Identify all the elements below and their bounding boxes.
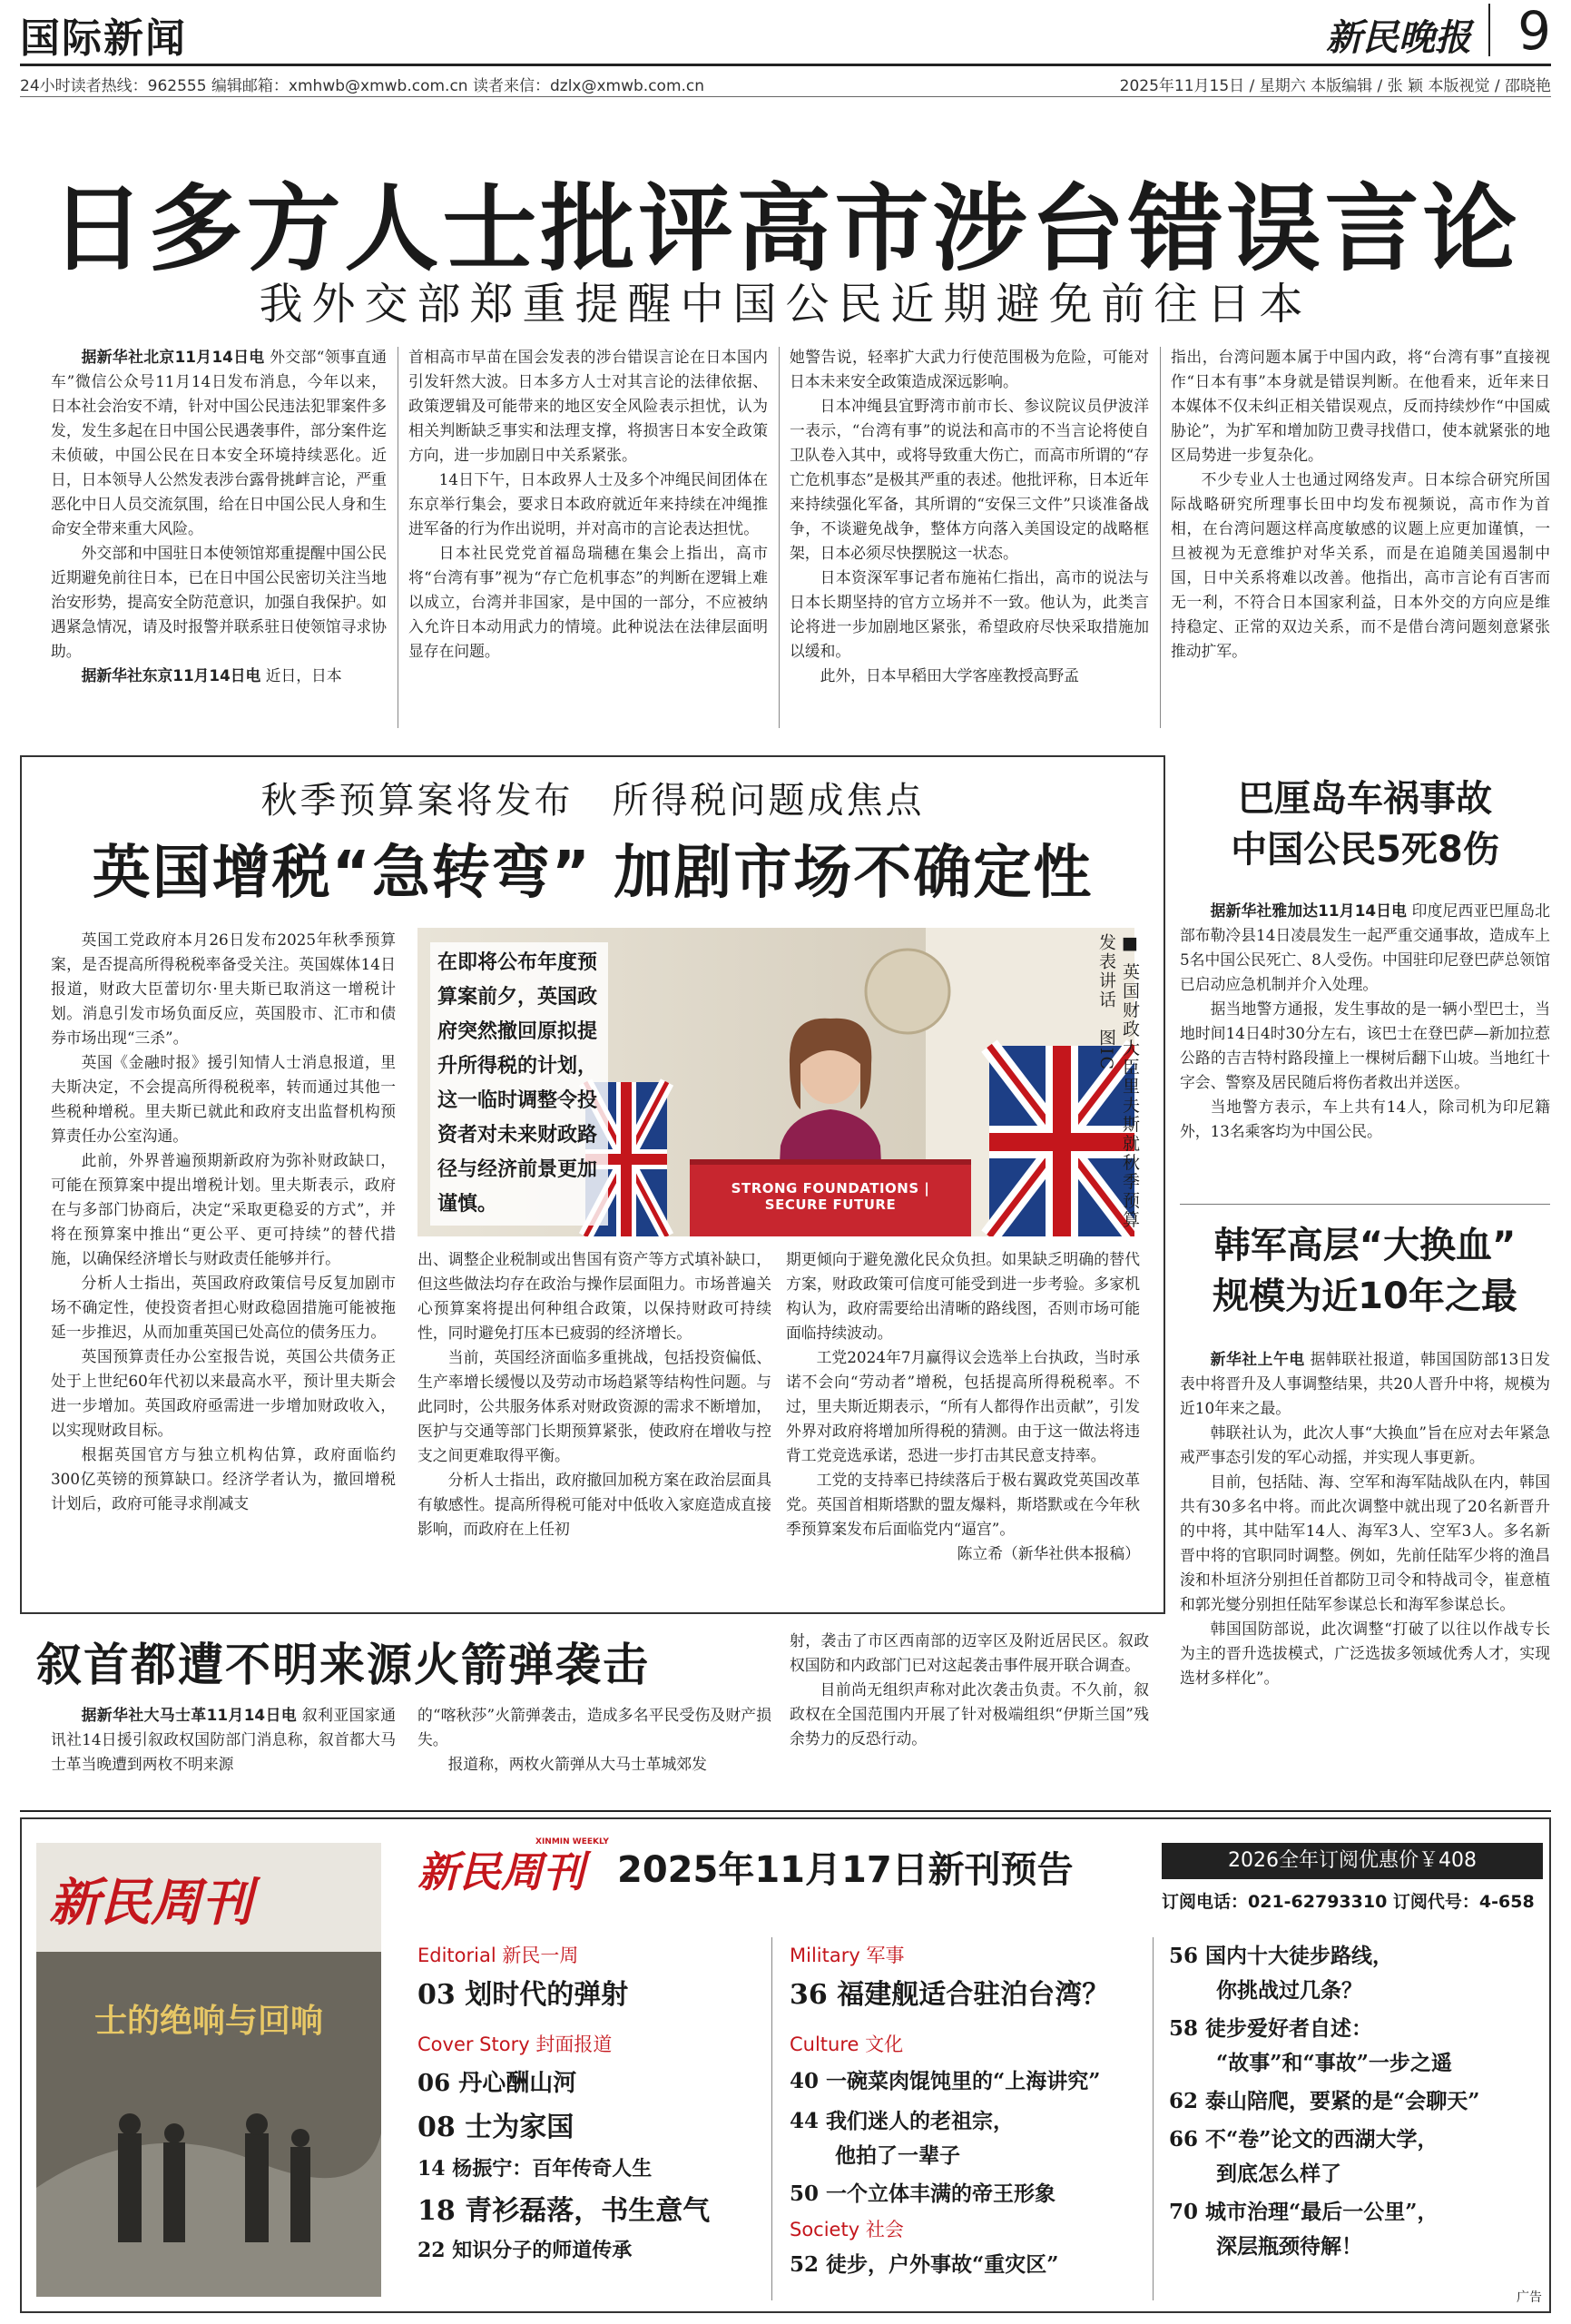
paragraph: 目前，包括陆、海、空军和海军陆战队在内，韩国共有30多名中将。而此次调整中就出现了20名新晋升的中将，其中陆军14人、海军3人、空军3人。多名新晋中将的官职同时调整。例如，先前任陆军少将的渔昌浚和朴垣济分别担任首都防卫司令和特战司令，崔意植和郭光燮分别担任陆军参谋总长和海军参谋总长。 bbox=[1180, 1472, 1550, 1613]
paragraph: 此前，外界普遍预期新政府为弥补财政缺口，可能在预算案中提出增税计划。里夫斯表示，政府在与多部门协商后，决定“采取更稳妥的方式”，并将在预算案中推出“更公平、更可持续”的替代措施，以确保经济增长与财政责任能够并行。 bbox=[51, 1151, 396, 1267]
paragraph: 外交部“领事直通车”微信公众号11月14日发布消息，今年以来，日本社会治安不靖，针对中国公民违法犯罪案件多发，发生多起在日中国公民遇袭事件，部分案件迄未侦破，中国公民在日本安全环境持续恶化。近日，日本领导人公然发表涉台露骨挑衅言论，严重恶化中日人员交流氛围，给在日中国公民人身和生命安全带来重大风险。 bbox=[51, 348, 387, 537]
page-number: 9 bbox=[1517, 0, 1551, 62]
ad-item-continued: 到底怎么样了 bbox=[1216, 2162, 1341, 2186]
paragraph: 首相高市早苗在国会发表的涉台错误言论在日本国内引发轩然大波。日本多方人士对其言论的法律依据、政策逻辑及可能带来的地区安全风险表示担忧，认为相关判断缺乏事实和法理支撑，将损害日本安全政策方向，进一步加剧日中关系紧张。 bbox=[408, 348, 768, 464]
section-rule bbox=[1180, 1204, 1550, 1205]
ad-item: 58 徒步爱好者自述： bbox=[1169, 2016, 1373, 2041]
syria-column-1 bbox=[51, 1703, 396, 1801]
paragraph: 外交部和中国驻日本使领馆郑重提醒中国公民近期避免前往日本，已在日中国公民密切关注当地治安形势，提高安全防范意识，加强自我保护。如遇紧急情况，请及时报警并联系驻日使领馆寻求协助。 bbox=[51, 544, 387, 660]
magazine-cover bbox=[36, 1843, 381, 2297]
paragraph: 日本资深军事记者布施祐仁指出，高市的说法与日本长期坚持的官方立场并不一致。他认为，此类言论将进一步加剧地区紧张，希望政府尽快采取措施加以缓和。 bbox=[790, 568, 1149, 660]
ad-column-rule bbox=[1153, 1937, 1154, 2300]
ad-item: 50 一个立体丰满的帝王形象 bbox=[790, 2181, 1056, 2206]
korea-headline-line1: 韩军高层“大换血” bbox=[1213, 1225, 1517, 1266]
uk-column-2 bbox=[417, 1247, 771, 1601]
ad-item: 14 杨振宁：百年传奇人生 bbox=[417, 2157, 653, 2181]
ad-section-society: Society 社会 bbox=[790, 2219, 904, 2240]
ad-item-continued: 你挑战过几条？ bbox=[1216, 1978, 1362, 2003]
korea-article bbox=[1180, 1347, 1550, 1801]
ad-item: 36 福建舰适合驻泊台湾？ bbox=[790, 1979, 1110, 2011]
paragraph: 日本冲绳县宜野湾市前市长、参议院议员伊波洋一表示，“台湾有事”的说法和高市的不当言论将使自卫队卷入其中，或将导致重大伤亡，而高市所谓的“存亡危机事态”是极其严重的表述。他批评称，日本近年来持续强化军备，其所谓的“安保三文件”只谈准备战争，不谈避免战争，整体方向落入美国设定的战略框架，日本必须尽快摆脱这一状态。 bbox=[790, 397, 1149, 562]
ad-section-cover: Cover Story 封面报道 bbox=[417, 2034, 613, 2055]
header-rule-2 bbox=[20, 96, 1551, 97]
ad-item: 03 划时代的弹射 bbox=[417, 1979, 629, 2011]
ad-item: 40 一碗菜肉馄饨里的“上海讲究” bbox=[790, 2069, 1101, 2093]
lead-column-2 bbox=[408, 345, 768, 735]
uk-headline: 英国增税“急转弯” 加剧市场不确定性 bbox=[92, 840, 1094, 907]
paragraph: 当前，英国经济面临多重挑战，包括投资偏低、生产率增长缓慢以及劳动市场趋紧等结构性问题。与此同时，公共服务体系对财政资源的需求不断增加，医护与交通等部门长期预算紧张，使政府在增收与控支之间更难取得平衡。 bbox=[417, 1348, 771, 1464]
lead-subheadline: 我外交部郑重提醒中国公民近期避免前往日本 bbox=[259, 279, 1312, 330]
ad-item: 70 城市治理“最后一公里”， bbox=[1169, 2200, 1438, 2224]
lead-column-4 bbox=[1171, 345, 1550, 735]
ad-logo-en: XINMIN WEEKLY bbox=[535, 1837, 609, 1846]
syria-column-3 bbox=[790, 1629, 1149, 1801]
korea-headline bbox=[1180, 1220, 1550, 1322]
paragraph: 韩联社认为，此次人事“大换血”旨在应对去年紧急戒严事态引发的军心动摇，并实现人事更新。 bbox=[1180, 1423, 1550, 1466]
paragraph: 目前尚无组织声称对此次袭击负责。不久前，叙政权在全国范围内开展了针对极端组织“伊斯兰国”残余势力的反恐行动。 bbox=[790, 1680, 1149, 1748]
reader-hotline: 24小时读者热线：962555 编辑邮箱：xmhwb@xmwb.com.cn 读者来信：dzlx@xmwb.com.cn bbox=[20, 77, 705, 95]
photo-caption: 在即将公布年度预算案前夕，英国政府突然撤回原拟提升所得税的计划，这一临时调整令投资者对未来财政路径与经济前景更加谨慎。 bbox=[430, 942, 608, 1226]
dateline: 据新华社雅加达11月14日电 bbox=[1210, 901, 1408, 920]
bali-headline bbox=[1180, 773, 1550, 875]
paragraph: 叙利亚国家通讯社14日援引叙政权国防部门消息称，叙首都大马士革当晚遭到两枚不明来源 bbox=[51, 1706, 396, 1773]
paragraph: 韩国国防部说，此次调整“打破了以往以作战专长为主的晋升选拔模式，广泛选拔多领域优秀人才，实现选材多样化”。 bbox=[1180, 1620, 1550, 1687]
subscribe-badge: 2026全年订阅优惠价￥408 bbox=[1162, 1843, 1543, 1879]
cover-logo: 新民周刊 bbox=[49, 1873, 252, 1933]
ad-item: 06 丹心酬山河 bbox=[417, 2070, 577, 2097]
paragraph: 此外，日本早稻田大学客座教授高野孟 bbox=[820, 666, 1079, 684]
paragraph: 指出，台湾问题本属于中国内政，将“台湾有事”直接视作“日本有事”本身就是错误判断。在他看来，近年来日本媒体不仅未纠正相关错误观点，反而持续炒作“中国威胁论”，为扩军和增加防卫费寻找借口，使本就紧张的地区局势进一步复杂化。 bbox=[1171, 348, 1550, 464]
ad-item: 66 不“卷”论文的西湖大学， bbox=[1169, 2127, 1438, 2152]
ad-section-military: Military 军事 bbox=[790, 1945, 905, 1966]
ad-item-continued: 他拍了一辈子 bbox=[835, 2143, 960, 2168]
paragraph: 当地警方表示，车上共有14人，除司机为印尼籍外，13名乘客均为中国公民。 bbox=[1180, 1098, 1550, 1140]
ad-rule bbox=[20, 1810, 1551, 1812]
paragraph: 她警告说，轻率扩大武力行使范围极为危险，可能对日本未来安全政策造成深远影响。 bbox=[790, 348, 1149, 390]
ad-logo: 新民周刊 bbox=[417, 1847, 584, 1896]
paragraph: 出、调整企业税制或出售国有资产等方式填补缺口，但这些做法均存在政治与操作层面阻力。市场普遍关心预算案将提出何种组合政策，以保持财政可持续性，同时避免打压本已疲弱的经济增长。 bbox=[417, 1250, 771, 1342]
uk-kicker: 秋季预算案将发布 所得税问题成焦点 bbox=[260, 780, 925, 822]
paragraph: 不少专业人士也通过网络发声。日本综合研究所国际战略研究所理事长田中均发布视频说，高市作为首相，在台湾问题这样高度敏感的议题上应更加谨慎，一旦被视为无意维护对华关系，而是在追随美国遏制中国，日中关系将难以改善。他指出，高市言论有百害而无一利，不符合日本国家利益，日本外交的方向应是维持稳定、正常的双边关系，而不是借台湾问题刻意紧张推动扩军。 bbox=[1171, 470, 1550, 660]
ad-item: 08 士为家国 bbox=[417, 2112, 574, 2143]
lead-headline: 日多方人士批评高市涉台错误言论 bbox=[50, 173, 1521, 284]
dateline: 新华社上午电 bbox=[1210, 1350, 1305, 1368]
paragraph: 印度尼西亚巴厘岛北部布勒冷县14日凌晨发生一起严重交通事故，造成车上5名中国公民死亡、8人受伤。中国驻印尼登巴萨总领馆已启动应急机制并介入处理。 bbox=[1180, 901, 1550, 993]
paragraph: 英国《金融时报》援引知情人士消息报道，里夫斯决定，不会提高所得税税率，转而通过其他一些税种增税。里夫斯已就此和政府支出监督机构预算责任办公室沟通。 bbox=[51, 1053, 396, 1145]
paragraph: 工党的支持率已持续落后于极右翼政党英国改革党。英国首相斯塔默的盟友爆料，斯塔默或在今年秋季预算案发布后面临党内“逼宫”。 bbox=[786, 1471, 1140, 1538]
byline: 陈立希（新华社供本报稿） bbox=[957, 1544, 1140, 1562]
photo-credit: ■ 英国财政大臣里夫斯就秋季预算发表讲话 图IC bbox=[1096, 933, 1140, 1230]
column-rule bbox=[1160, 347, 1161, 728]
uk-photo bbox=[417, 928, 1134, 1236]
lead-column-1 bbox=[51, 345, 387, 735]
ad-label: 广告 bbox=[1517, 2290, 1542, 2305]
ad-item: 62 泰山陪爬，要紧的是“会聊天” bbox=[1169, 2089, 1480, 2113]
ad-item: 56 国内十大徒步路线， bbox=[1169, 1944, 1394, 1968]
paragraph: 日本社民党党首福岛瑞穗在集会上指出，高市将“台湾有事”视为“存亡危机事态”的判断在逻辑上难以成立，台湾并非国家，是中国的一部分，不应被纳入允许日本动用武力的情境。此种说法在法律层面明显存在问题。 bbox=[408, 544, 768, 660]
dateline: 据新华社东京11月14日电 bbox=[81, 666, 261, 684]
paragraph: 分析人士指出，英国政府政策信号反复加剧市场不确定性，使投资者担心财政稳固措施可能被拖延一步推迟，从而加重英国已处高位的债务压力。 bbox=[51, 1274, 396, 1341]
paragraph: 据当地警方通报，发生事故的是一辆小型巴士，当地时间14日4时30分左右，该巴士在登巴萨—新加拉惹公路的吉吉特村路段撞上一棵树后翻下山坡。当地红十字会、警察及居民随后将伤者救出并送医。 bbox=[1180, 1000, 1550, 1091]
syria-headline: 叙首都遭不明来源火箭弹袭击 bbox=[36, 1639, 650, 1691]
paragraph: 根据英国官方与独立机构估算，政府面临约300亿英镑的预算缺口。经济学者认为，撤回增税计划后，政府可能寻求削减支 bbox=[51, 1445, 396, 1512]
lead-column-3 bbox=[790, 345, 1149, 735]
newspaper-logo: 新民晚报 bbox=[1326, 16, 1471, 59]
date-editors: 2025年11月15日 / 星期六 本版编辑 / 张 颖 本版视觉 / 邵晓艳 bbox=[1119, 77, 1551, 95]
dateline: 据新华社大马士革11月14日电 bbox=[81, 1706, 298, 1724]
ad-section-culture: Culture 文化 bbox=[790, 2034, 904, 2055]
paragraph: 射，袭击了市区西南部的迈宰区及附近居民区。叙政权国防和内政部门已对这起袭击事件展开联合调查。 bbox=[790, 1631, 1149, 1674]
header-rule bbox=[20, 64, 1551, 66]
bali-headline-line1: 巴厘岛车祸事故 bbox=[1238, 778, 1492, 820]
section-title: 国际新闻 bbox=[20, 15, 187, 62]
syria-column-2 bbox=[417, 1703, 771, 1801]
paragraph: 分析人士指出，政府撤回加税方案在政治层面具有敏感性。提高所得税可能对中低收入家庭造成直接影响，而政府在上任初 bbox=[417, 1471, 771, 1538]
ad-item: 18 青衫磊落，书生意气 bbox=[417, 2195, 711, 2227]
paragraph: 期更倾向于避免激化民众负担。如果缺乏明确的替代方案，财政政策可信度可能受到进一步考验。多家机构认为，政府需要给出清晰的路线图，否则市场可能面临持续波动。 bbox=[786, 1250, 1140, 1342]
column-rule bbox=[779, 347, 780, 728]
paragraph: 英国预算责任办公室报告说，英国公共债务正处于上世纪60年代初以来最高水平，预计里夫斯会进一步增加。英国政府亟需进一步增加财政收入，以实现财政目标。 bbox=[51, 1347, 396, 1439]
paragraph: 报道称，两枚火箭弹从大马士革城郊发 bbox=[447, 1755, 707, 1773]
cover-title: 士的绝响与回响 bbox=[93, 2002, 323, 2040]
header-divider bbox=[1488, 4, 1490, 56]
ad-column-rule bbox=[771, 1937, 772, 2300]
ad-item: 52 徒步，户外事故“重灾区” bbox=[790, 2252, 1059, 2277]
ad-section-editorial: Editorial 新民一周 bbox=[417, 1945, 579, 1966]
paragraph: 近日，日本 bbox=[265, 666, 342, 684]
korea-headline-line2: 规模为近10年之最 bbox=[1213, 1275, 1517, 1317]
uk-column-3 bbox=[786, 1247, 1140, 1601]
ad-item: 44 我们迷人的老祖宗， bbox=[790, 2109, 1015, 2133]
subscribe-info: 订阅电话：021-62793310 订阅代号：4-658 bbox=[1162, 1892, 1535, 1912]
ad-item: 22 知识分子的师道传承 bbox=[417, 2239, 633, 2262]
bali-headline-line2: 中国公民5死8伤 bbox=[1231, 829, 1499, 871]
paragraph: 据韩联社报道，韩国国防部13日发表中将晋升及人事调整结果，共20人晋升中将，规模为近10年来之最。 bbox=[1180, 1350, 1550, 1417]
ad-item-continued: “故事”和“事故”一步之遥 bbox=[1216, 2051, 1452, 2075]
ad-item-continued: 深层瓶颈待解！ bbox=[1216, 2234, 1362, 2259]
paragraph: 英国工党政府本月26日发布2025年秋季预算案，是否提高所得税税率备受关注。英国媒体14日报道，财政大臣蕾切尔·里夫斯已取消这一增税计划。消息引发市场负面反应，英国股市、汇市和债券市场出现“三杀”。 bbox=[51, 931, 396, 1047]
podium-sign: STRONG FOUNDATIONS | SECURE FUTURE bbox=[731, 1180, 930, 1213]
bali-article bbox=[1180, 899, 1550, 1198]
ad-title: 2025年11月17日新刊预告 bbox=[617, 1849, 1074, 1891]
paragraph: 工党2024年7月赢得议会选举上台执政，当时承诺不会向“劳动者”增税，包括提高所得税税率。不过，里夫斯近期表示，“所有人都得作出贡献”，引发外界对政府将增加所得税的猜测。由于这一做法将违背工党竞选承诺，恐进一步打击其民意支持率。 bbox=[786, 1348, 1140, 1464]
uk-column-1 bbox=[51, 928, 396, 1600]
dateline: 据新华社北京11月14日电 bbox=[81, 348, 265, 366]
paragraph: 14日下午，日本政界人士及多个冲绳民间团体在东京举行集会，要求日本政府就近年来持续在冲绳推进军备的行为作出说明，并对高市的言论表达担忧。 bbox=[408, 470, 768, 537]
paragraph: 的“喀秋莎”火箭弹袭击，造成多名平民受伤及财产损失。 bbox=[417, 1706, 771, 1748]
